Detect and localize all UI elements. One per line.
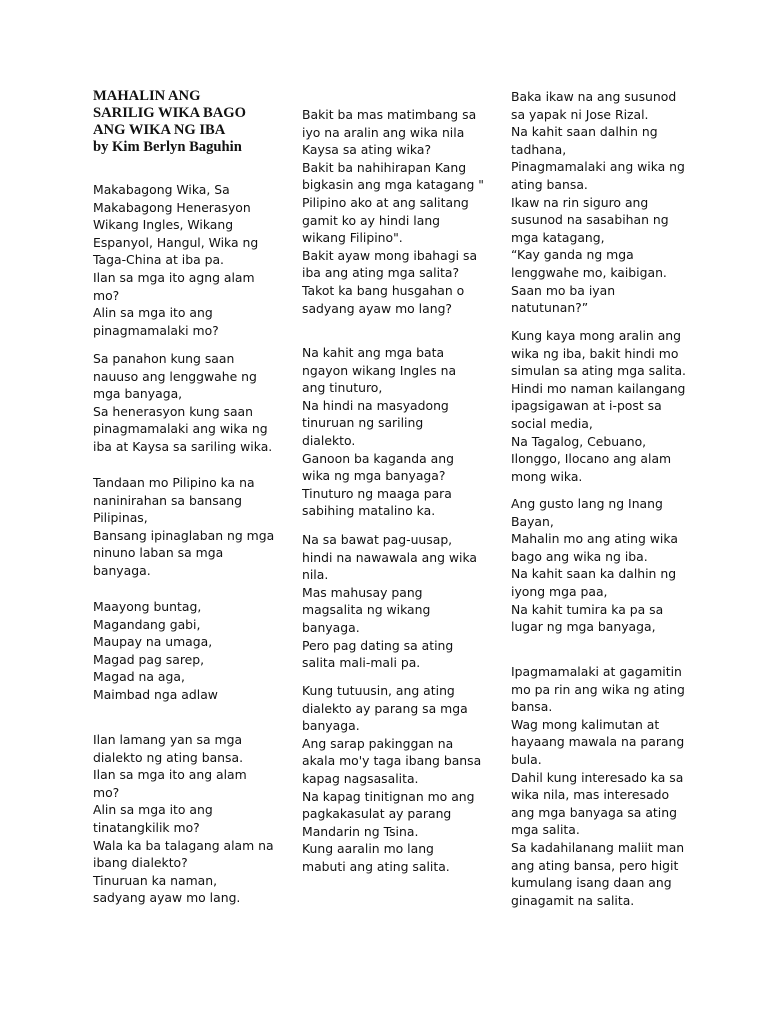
poem-line: nauuso ang lenggwahe ng: [93, 368, 257, 384]
poem-line: Na Tagalog, Cebuano,: [511, 433, 647, 449]
stanza: [93, 731, 273, 907]
poem-line: Ikaw na rin siguro ang: [511, 194, 649, 210]
poem-line: social media,: [511, 415, 593, 431]
poem-line: iba at Kaysa sa sariling wika.: [93, 438, 273, 454]
poem-line: Takot ka bang husgahan o: [302, 282, 465, 298]
poem-line: ang tinuturo,: [302, 380, 383, 396]
poem-line: Bakit ba mas matimbang sa: [302, 107, 477, 122]
poem-line: Na kahit ang mga bata: [302, 345, 445, 360]
poem-line: akala mo'y taga ibang bansa: [302, 753, 482, 769]
title-line: SARILIG WIKA BAGO: [93, 105, 247, 121]
poem-line: sadyang ayaw mo lang?: [302, 300, 453, 316]
poem-line: wika ng mga banyaga?: [302, 468, 446, 484]
poem-line: dialekto.: [302, 432, 356, 448]
poem-line: mga salita.: [511, 822, 580, 838]
poem-line: bula.: [511, 751, 542, 767]
poem-line: Tinuturo ng maaga para: [302, 485, 452, 501]
poem-line: ang mga banyaga sa ating: [511, 804, 677, 820]
poem-line: Mandarin ng Tsina.: [302, 823, 419, 839]
stanza: [93, 598, 273, 704]
stanza: [93, 181, 273, 339]
poem-line: wikang Filipino".: [302, 230, 403, 246]
poem-line: Mas mahusay pang: [302, 584, 423, 600]
poem-line: Sa henerasyon kung saan: [93, 403, 253, 419]
poem-line: pinagmamalaki ang wika ng: [93, 421, 268, 437]
poem-line: Ang sarap pakinggan na: [302, 735, 454, 751]
poem-line: Bakit ba nahihirapan Kang: [302, 159, 467, 175]
title-line: ANG WIKA NG IBA: [93, 122, 226, 138]
poem-line: bago ang wika ng iba.: [511, 548, 648, 564]
poem-line: Mahalin mo ang ating wika: [511, 531, 678, 547]
poem-line: ipagsigawan at i-post sa: [511, 398, 662, 414]
poem-line: dialekto ng ating bansa.: [93, 749, 244, 765]
poem-line: Bayan,: [511, 513, 554, 529]
poem-line: Ilan lamang yan sa mga: [93, 732, 243, 747]
poem-line: salita mali-mali pa.: [302, 655, 421, 671]
poem-line: natutunan?”: [511, 300, 589, 316]
poem-line: Na sa bawat pag-uusap,: [302, 532, 453, 547]
poem-line: Alin sa mga ito ang: [93, 305, 213, 321]
poem-line: gamit ko ay hindi lang: [302, 212, 441, 228]
poem-line: Pinagmamalaki ang wika ng: [511, 159, 685, 175]
poem-line: wika nila, mas interesado: [511, 787, 670, 803]
poem-line: pagkakasulat ay parang: [302, 806, 452, 822]
poem-line: sabihing matalino ka.: [302, 503, 436, 519]
poem-line: bansa.: [511, 699, 553, 715]
poem-line: mga katagang,: [511, 229, 605, 245]
poem-line: Kaysa sa ating wika?: [302, 142, 432, 158]
poem-line: mo pa rin ang wika ng ating: [511, 681, 685, 697]
poem-line: Espanyol, Hangul, Wika ng: [93, 234, 259, 250]
poem-line: lenggwahe mo, kaibigan.: [511, 264, 667, 280]
poem-line: iyo na aralin ang wika nila: [302, 124, 465, 140]
poem-line: tadhana,: [511, 141, 567, 157]
poem-line: Baka ikaw na ang susunod: [511, 89, 677, 104]
poem-line: Makabagong Henerasyon: [93, 199, 251, 215]
poem-line: Kung kaya mong aralin ang: [511, 328, 682, 343]
stanza: [93, 350, 273, 456]
poem-line: Ilan sa mga ito ang alam: [93, 767, 247, 783]
poem-line: Bansang ipinaglaban ng mga: [93, 527, 275, 543]
poem-line: Na kahit saan ka dalhin ng: [511, 566, 677, 582]
poem-line: Ipagmamalaki at gagamitin: [511, 664, 682, 679]
poem-line: Na kahit tumira ka pa sa: [511, 601, 664, 617]
poem-line: magsalita ng wikang: [302, 602, 431, 618]
poem-line: banyaga.: [302, 619, 360, 635]
poem-line: Maayong buntag,: [93, 599, 202, 614]
poem-line: hayaang mawala na parang: [511, 734, 685, 750]
poem-line: nila.: [302, 567, 329, 583]
poem-line: Pilipino ako at ang salitang: [302, 194, 469, 210]
poem-line: banyaga.: [302, 718, 360, 734]
poem-line: Maupay na umaga,: [93, 634, 213, 650]
poem-line: wika ng iba, bakit hindi mo: [511, 345, 679, 361]
poem-line: Pilipinas,: [93, 510, 148, 526]
stanza: [93, 474, 273, 580]
poem-line: Bakit ayaw mong ibahagi sa: [302, 247, 478, 263]
poem-line: ating bansa.: [511, 176, 588, 192]
stanza: [302, 682, 482, 876]
poem-line: ginagamit na salita.: [511, 892, 635, 908]
poem-line: tinatangkilik mo?: [93, 819, 200, 835]
poem-line: banyaga.: [93, 562, 151, 578]
poem-line: tinuruan ng sariling: [302, 415, 424, 431]
poem-line: ninuno laban sa mga: [93, 545, 224, 561]
poem-line: ang ating bansa, pero higit: [511, 857, 679, 873]
poem-line: Ganoon ba kaganda ang: [302, 450, 454, 466]
poem-line: “Kay ganda ng mga: [511, 247, 634, 263]
stanza: [511, 495, 691, 636]
poem-line: pinagmamalaki mo?: [93, 322, 219, 338]
poem-line: Dahil kung interesado ka sa: [511, 769, 684, 785]
poem-line: kumulang isang daan ang: [511, 875, 672, 891]
poem-line: Ilan sa mga ito agng alam: [93, 269, 255, 285]
poem-line: Magad pag sarep,: [93, 651, 205, 667]
poem-title: [93, 88, 283, 156]
poem-line: Saan mo ba iyan: [511, 282, 616, 298]
stanza: [302, 531, 482, 672]
poem-line: Wikang Ingles, Wikang: [93, 217, 234, 233]
poem-line: Magandang gabi,: [93, 616, 201, 632]
title-line: MAHALIN ANG: [93, 88, 201, 104]
author-byline: by Kim Berlyn Baguhin: [93, 139, 242, 155]
poem-line: Pero pag dating sa ating: [302, 637, 454, 653]
poem-line: Tandaan mo Pilipino ka na: [93, 475, 255, 490]
poem-line: Magad na aga,: [93, 669, 185, 685]
poem-line: mong wika.: [511, 468, 583, 484]
poem-line: susunod na sasabihan ng: [511, 212, 669, 228]
poem-line: Kung tutuusin, ang ating: [302, 683, 455, 698]
stanza: [302, 106, 482, 317]
poem-line: simulan sa ating mga salita.: [511, 363, 686, 379]
poem-line: bigkasin ang mga katagang ": [302, 177, 484, 193]
poem-line: Tinuruan ka naman,: [93, 872, 218, 888]
poem-line: Kung aaralin mo lang: [302, 841, 434, 857]
stanza: [511, 327, 691, 485]
poem-line: sa yapak ni Jose Rizal.: [511, 106, 649, 122]
poem-line: ibang dialekto?: [93, 855, 188, 871]
stanza: [302, 344, 482, 520]
poem-line: Alin sa mga ito ang: [93, 802, 213, 818]
stanza: [511, 88, 691, 317]
poem-line: Sa kadahilanang maliit man: [511, 839, 685, 855]
poem-line: Makabagong Wika, Sa: [93, 182, 230, 197]
poem-line: hindi na nawawala ang wika: [302, 549, 478, 565]
poem-line: mga banyaga,: [93, 386, 183, 402]
poem-line: ngayon wikang Ingles na: [302, 362, 457, 378]
poem-line: mabuti ang ating salita.: [302, 858, 450, 874]
poem-line: Wag mong kalimutan at: [511, 716, 660, 732]
poem-line: Taga-China at iba pa.: [93, 252, 224, 268]
poem-line: lugar ng mga banyaga,: [511, 619, 656, 635]
poem-line: naninirahan sa bansang: [93, 492, 243, 508]
poem-line: mo?: [93, 784, 120, 800]
poem-line: Na hindi na masyadong: [302, 397, 449, 413]
poem-line: mo?: [93, 287, 120, 303]
poem-line: Ilonggo, Ilocano ang alam: [511, 451, 672, 467]
poem-line: iyong mga paa,: [511, 583, 608, 599]
stanza: [511, 663, 691, 909]
poem-line: kapag nagsasalita.: [302, 770, 419, 786]
poem-line: Ang gusto lang ng Inang: [511, 496, 663, 511]
poem-line: Na kapag tinitignan mo ang: [302, 788, 475, 804]
poem-line: Wala ka ba talagang alam na: [93, 837, 274, 853]
poem-line: sadyang ayaw mo lang.: [93, 890, 241, 906]
poem-line: Maimbad nga adlaw: [93, 686, 218, 702]
poem-line: Hindi mo naman kailangang: [511, 380, 686, 396]
poem-line: iba ang ating mga salita?: [302, 265, 460, 281]
poem-line: Sa panahon kung saan: [93, 351, 235, 366]
poem-line: dialekto ay parang sa mga: [302, 700, 468, 716]
poem-line: Na kahit saan dalhin ng: [511, 124, 658, 140]
